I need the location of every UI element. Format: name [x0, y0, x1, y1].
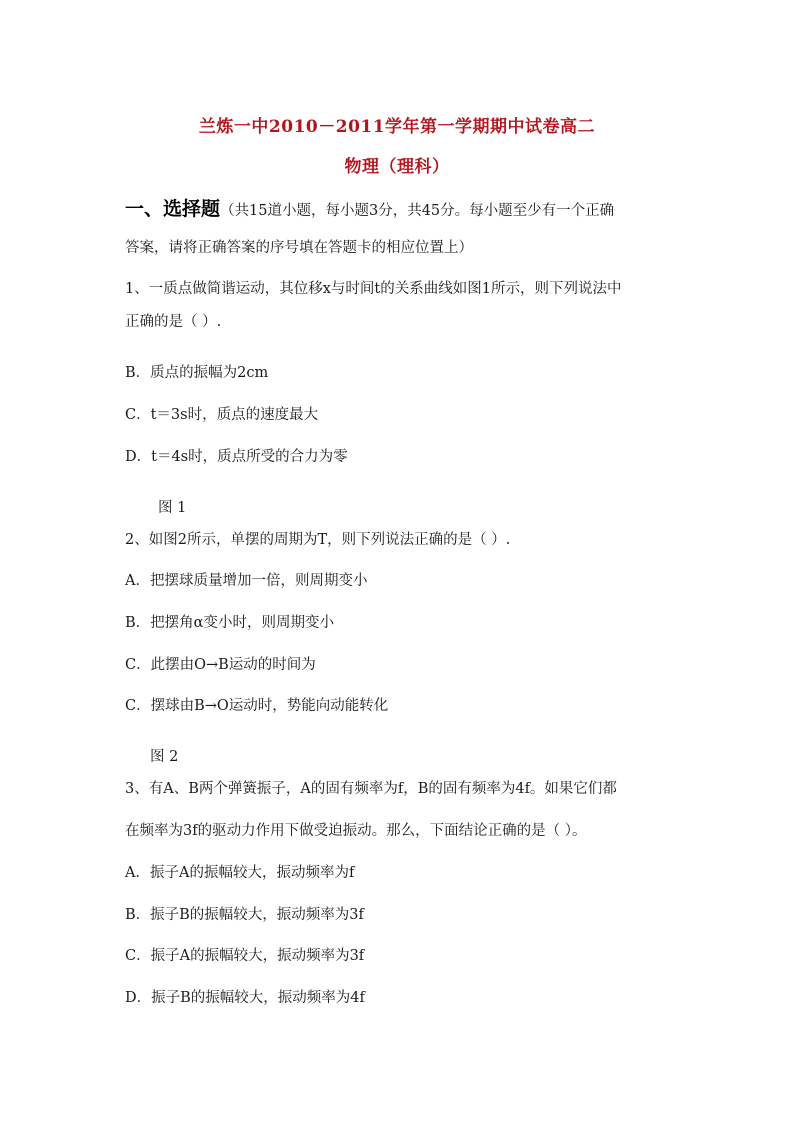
q1-option-c: C．t＝3s时，质点的速度最大 — [125, 407, 319, 423]
q3-option-a: A．振子A的振幅较大，振动频率为f — [125, 865, 355, 881]
exam-title: 兰炼一中2010－2011学年第一学期期中试卷高二 — [198, 117, 596, 137]
q1-stem-line1: 1、一质点做简谐运动，其位移x与时间t的关系曲线如图1所示，则下列说法中 — [125, 281, 622, 297]
q2-option-c: C．此摆由O→B运动的时间为 — [125, 657, 316, 673]
q2-option-b: B．把摆角α变小时，则周期变小 — [125, 615, 334, 631]
exam-subtitle: 物理（理科） — [344, 157, 450, 177]
q1-option-b: B．质点的振幅为2cm — [125, 365, 269, 381]
q2-stem: 2、如图2所示，单摆的周期为T，则下列说法正确的是（ ）. — [125, 532, 511, 548]
q3-option-c: C．振子A的振幅较大，振动频率为3f — [125, 948, 365, 964]
q3-stem-line1: 3、有A、B两个弹簧振子，A的固有频率为f，B的固有频率为4f。如果它们都 — [125, 781, 617, 797]
q1-option-d: D．t＝4s时，质点所受的合力为零 — [125, 449, 348, 465]
q2-option-c2: C．摆球由B→O运动时，势能向动能转化 — [125, 698, 389, 714]
q3-option-b: B．振子B的振幅较大，振动频率为3f — [125, 907, 364, 923]
q3-stem-line2: 在频率为3f的驱动力作用下做受迫振动。那么，下面结论正确的是（ ）。 — [125, 823, 587, 839]
q3-option-d: D．振子B的振幅较大，振动频率为4f — [125, 990, 365, 1006]
section-1-note-line2: 答案，请将正确答案的序号填在答题卡的相应位置上） — [125, 240, 473, 256]
q1-stem-line2: 正确的是（ ）. — [125, 314, 222, 330]
section-1-header — [125, 194, 614, 221]
figure-1-label: 图 1 — [158, 500, 187, 516]
section-1-heading: 一、选择题 — [125, 198, 221, 220]
q2-option-a: A．把摆球质量增加一倍，则周期变小 — [125, 573, 368, 589]
section-1-note-line1: （共15道小题，每小题3分，共45分。每小题至少有一个正确 — [220, 203, 615, 219]
figure-2-label: 图 2 — [150, 749, 179, 765]
